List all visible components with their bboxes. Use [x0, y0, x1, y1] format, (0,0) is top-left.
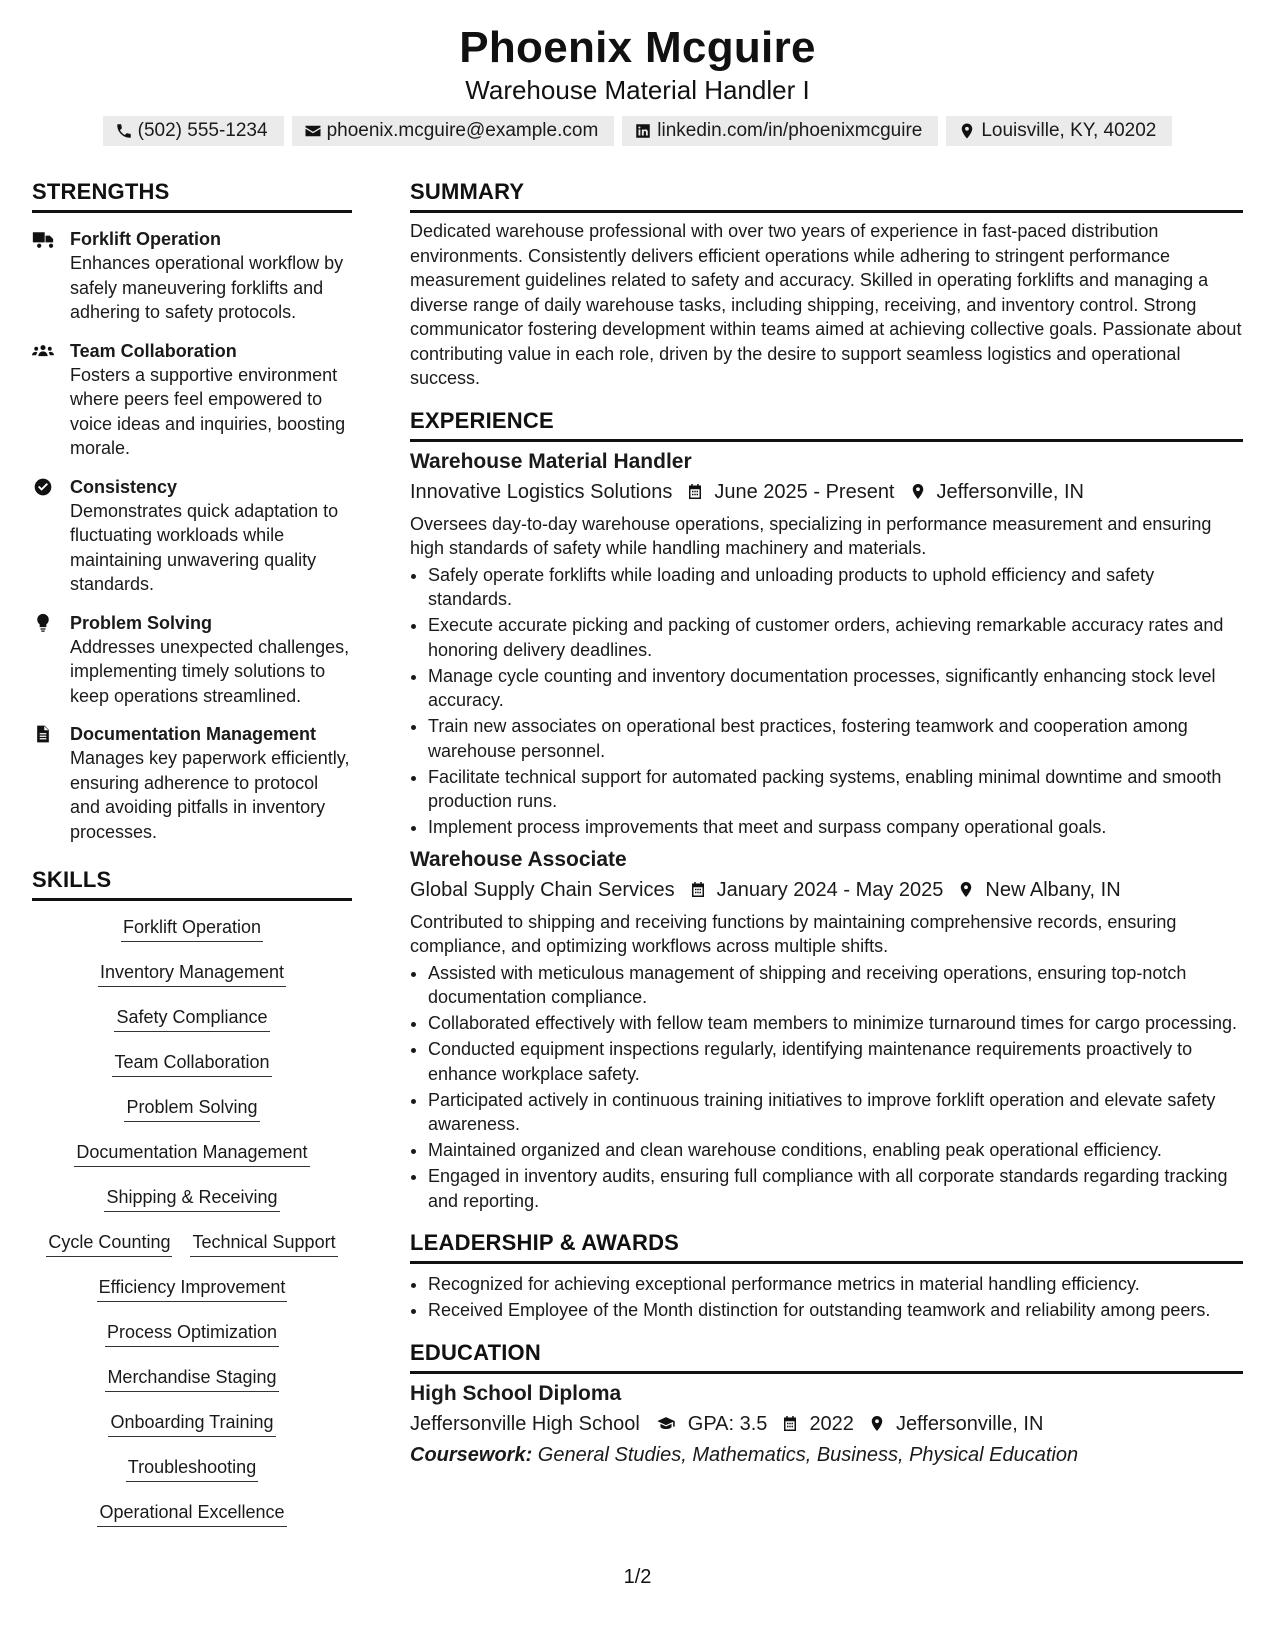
job-bullets: [410, 961, 1243, 1214]
job-entry: [410, 846, 1243, 1214]
map-pin-icon: [957, 880, 975, 899]
calendar-icon: [689, 880, 707, 899]
job-entry: [410, 448, 1243, 840]
skills-list: [32, 911, 352, 1541]
list-item: • Recognized for achieving exceptional performance metrics in material handling efficiency.: [428, 1272, 1243, 1297]
list-item: • Received Employee of the Month distinction for outstanding teamwork and reliability among peers.: [428, 1298, 1243, 1323]
list-item: • Engaged in inventory audits, ensuring full compliance with all corporate standards regarding tracking and reporting.: [428, 1164, 1243, 1213]
strength-item: [32, 475, 352, 597]
list-item: • Facilitate technical support for automated packing systems, enabling minimal downtime and smooth production runs.: [428, 765, 1243, 814]
skill-tag: Merchandise Staging: [105, 1361, 278, 1392]
strength-title: Problem Solving: [70, 612, 213, 633]
job-title: Warehouse Material Handler: [410, 449, 692, 473]
map-pin-icon: [958, 122, 976, 140]
strength-item: [32, 339, 352, 461]
list-item: • Conducted equipment inspections regularly, identifying maintenance requirements proactively to enhance workplace safety.: [428, 1037, 1243, 1086]
strength-item: [32, 611, 352, 709]
page-number: 1/2: [623, 1566, 652, 1588]
skill-tag: Shipping & Receiving: [104, 1181, 279, 1212]
map-pin-icon: [868, 1414, 886, 1433]
strength-desc: Demonstrates quick adaptation to fluctuating workloads while maintaining unwavering quality standards.: [70, 500, 339, 594]
right-column: [410, 178, 1243, 1541]
check-circle-icon: [32, 477, 54, 497]
skill-tag: Team Collaboration: [112, 1046, 271, 1077]
gpa: GPA: 3.5: [687, 1412, 768, 1435]
skill-tag: Problem Solving: [124, 1091, 259, 1122]
document-icon: [32, 724, 54, 744]
skill-tag: Process Optimization: [105, 1316, 279, 1347]
leadership-bullets: [410, 1272, 1243, 1323]
contact-phone[interactable]: [103, 116, 284, 146]
strength-desc: Enhances operational workflow by safely maneuvering forklifts and adhering to safety protocols.: [70, 253, 344, 322]
job-description: Oversees day-to-day warehouse operations, specializing in performance measurement and ensuring high standards of safety while handling machinery and materials.: [410, 513, 1212, 558]
education-heading: EDUCATION: [410, 1339, 1243, 1374]
envelope-icon: [304, 122, 322, 140]
list-item: • Manage cycle counting and inventory documentation processes, significantly enhancing stock level accuracy.: [428, 664, 1243, 713]
job-location: New Albany, IN: [985, 878, 1121, 901]
job-company: Innovative Logistics Solutions: [410, 480, 673, 503]
list-item: • Safely operate forklifts while loading and unloading products to uphold efficiency and safety standards.: [428, 563, 1243, 612]
job-location: Jeffersonville, IN: [936, 480, 1084, 503]
strength-title: Team Collaboration: [70, 340, 237, 361]
candidate-role: Warehouse Material Handler I: [465, 75, 810, 105]
coursework-list: General Studies, Mathematics, Business, Physical Education: [532, 1443, 1079, 1466]
school-location: Jeffersonville, IN: [895, 1412, 1044, 1435]
list-item: • Participated actively in continuous training initiatives to improve forklift operation and elevate safety awareness.: [428, 1088, 1243, 1137]
skill-tag: Troubleshooting: [126, 1451, 258, 1482]
list-item: • Assisted with meticulous management of shipping and receiving operations, ensuring top-notch documentation compliance.: [428, 961, 1243, 1010]
skill-tag: Safety Compliance: [114, 1001, 269, 1032]
left-column: [32, 178, 352, 1541]
graduation-cap-icon: [654, 1414, 678, 1433]
linkedin-text: linkedin.com/in/phoenixmcguire: [657, 120, 923, 141]
skill-tag: Documentation Management: [74, 1136, 309, 1167]
coursework: [410, 1441, 1243, 1469]
map-pin-icon: [909, 482, 927, 501]
strength-title: Documentation Management: [70, 724, 317, 744]
contact-location: [946, 116, 1172, 146]
job-title: Warehouse Associate: [410, 847, 627, 871]
strength-item: [32, 722, 352, 844]
skill-tag: Cycle Counting: [46, 1226, 172, 1257]
skill-tag: Forklift Operation: [121, 911, 263, 942]
job-dates: June 2025 - Present: [714, 480, 895, 503]
location-text: Louisville, KY, 40202: [981, 120, 1157, 141]
resume-header: [0, 0, 1275, 146]
job-meta: [410, 876, 1243, 904]
graduation-year: 2022: [809, 1412, 854, 1435]
list-item: • Execute accurate picking and packing of customer orders, achieving remarkable accuracy rates and honoring delivery deadlines.: [428, 613, 1243, 662]
skill-tag: Onboarding Training: [108, 1406, 275, 1437]
job-dates: January 2024 - May 2025: [716, 878, 944, 901]
strength-item: [32, 227, 352, 325]
email-text: phoenix.mcguire@example.com: [326, 120, 599, 141]
school-name: Jeffersonville High School: [410, 1412, 640, 1435]
calendar-icon: [781, 1414, 799, 1433]
phone-icon: [115, 122, 133, 140]
education-meta: [410, 1410, 1243, 1438]
list-item: • Implement process improvements that meet and surpass company operational goals.: [428, 815, 1243, 840]
list-item: • Train new associates on operational best practices, fostering teamwork and cooperation among warehouse personnel.: [428, 714, 1243, 763]
skill-tag: Inventory Management: [98, 956, 286, 987]
skill-tag: Efficiency Improvement: [97, 1271, 288, 1302]
candidate-name: Phoenix Mcguire: [459, 23, 816, 72]
job-description: Contributed to shipping and receiving functions by maintaining comprehensive records, ensuring compliance, and optimizing workflows across multiple shifts.: [410, 911, 1177, 956]
contact-email[interactable]: [292, 116, 615, 146]
list-item: • Maintained organized and clean warehouse conditions, enabling peak operational efficiency.: [428, 1138, 1243, 1163]
strength-desc: Manages key paperwork efficiently, ensuring adherence to protocol and avoiding pitfalls in inventory processes.: [70, 748, 350, 842]
lightbulb-icon: [32, 613, 54, 633]
strength-title: Forklift Operation: [70, 229, 222, 249]
calendar-icon: [686, 482, 704, 501]
strength-desc: Addresses unexpected challenges, implementing timely solutions to keep operations streamlined.: [70, 636, 350, 706]
job-company: Global Supply Chain Services: [410, 878, 675, 901]
strength-desc: Fosters a supportive environment where peers feel empowered to voice ideas and inquiries, boosting morale.: [70, 364, 346, 458]
skills-heading: SKILLS: [32, 866, 352, 901]
contact-linkedin[interactable]: [622, 116, 938, 146]
job-bullets: [410, 563, 1243, 840]
skill-tag: Operational Excellence: [97, 1496, 286, 1527]
education-entry: [410, 1380, 1243, 1469]
contact-bar: [0, 116, 1275, 146]
leadership-heading: LEADERSHIP & AWARDS: [410, 1229, 1243, 1264]
summary-text: Dedicated warehouse professional with over two years of experience in fast-paced distribution environments. Consistently delivers efficient operations while adhering to stringent performance measurement guidelines related to safety and accuracy. Skilled in operating forklifts and managing a diverse range of daily warehouse tasks, including shipping, receiving, and inventory control. Strong communicator fostering development within teams aimed at achieving collective goals. Passionate about contributing value in each role, driven by the desire to support seamless logistics and operational success.: [410, 221, 1242, 388]
job-meta: [410, 478, 1243, 506]
list-item: • Collaborated effectively with fellow team members to minimize turnaround times for cargo processing.: [428, 1011, 1243, 1036]
summary-heading: SUMMARY: [410, 178, 1243, 213]
truck-icon: [32, 229, 54, 249]
phone-text: (502) 555-1234: [137, 120, 268, 141]
strengths-heading: STRENGTHS: [32, 178, 352, 213]
experience-heading: EXPERIENCE: [410, 407, 1243, 442]
linkedin-icon: [634, 122, 652, 140]
coursework-label: Coursework:: [410, 1443, 533, 1466]
strength-title: Consistency: [70, 476, 178, 497]
degree-title: High School Diploma: [410, 1381, 622, 1405]
users-icon: [32, 341, 54, 361]
skill-tag: Technical Support: [190, 1226, 337, 1257]
